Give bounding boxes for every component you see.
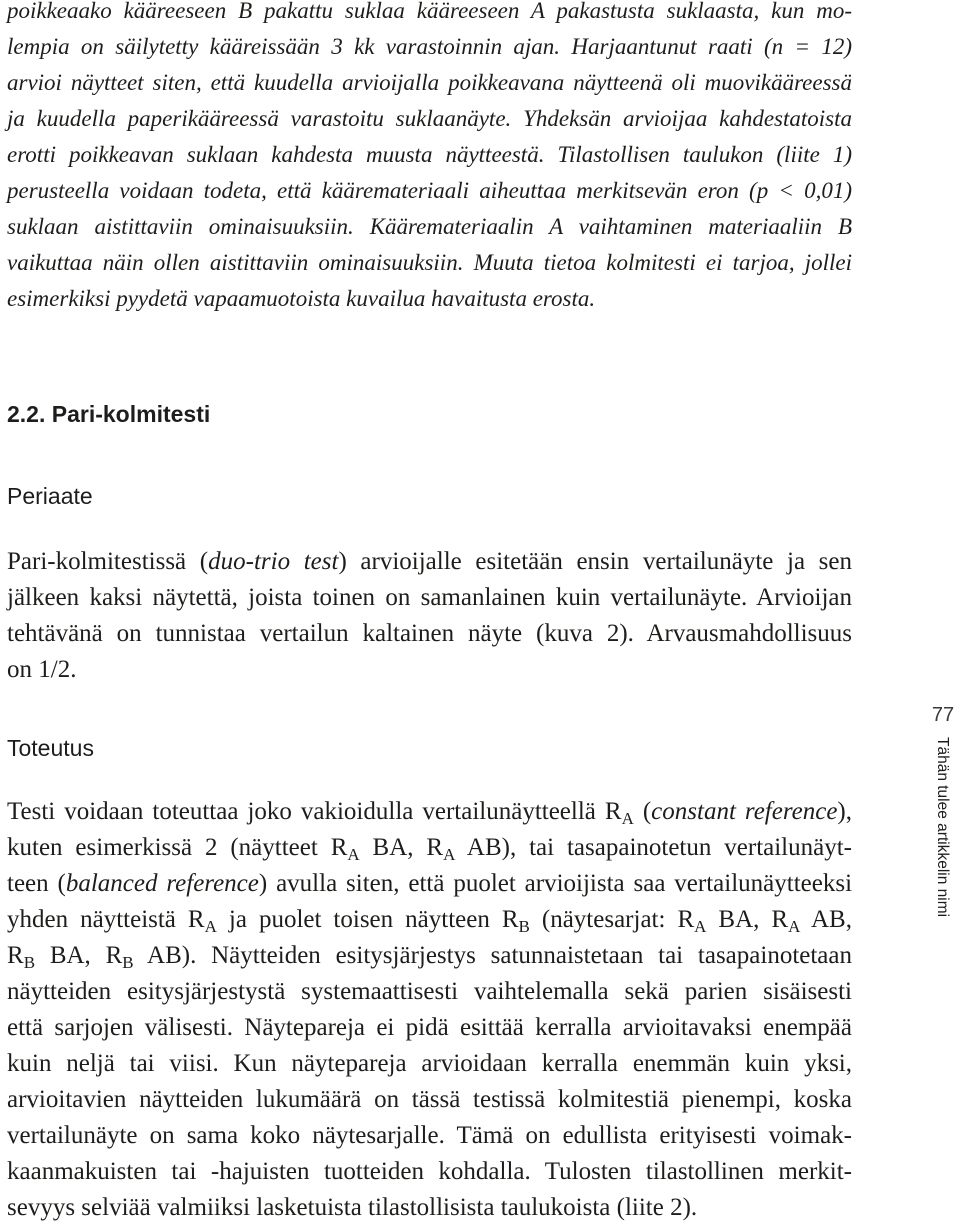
text-line: vertailunäyte on sama koko näytesarjalle. Tämä on edullista erityisesti voimak-: [7, 1122, 852, 1149]
text-line: [7, 544, 852, 580]
text-run: BA, R: [35, 942, 123, 969]
text-line: esimerkiksi pyydetä vapaamuotoista kuvailua havaitusta erosta.: [7, 286, 596, 311]
text-run: ),: [837, 798, 852, 825]
text-line: suklaan aistittaviin ominaisuuksiin. Kääremateriaalin A vaihtaminen materiaaliin B: [7, 214, 852, 239]
text-run: Testi voidaan toteuttaa joko vakioidulla vertailunäytteellä R: [7, 798, 622, 825]
text-line: tehtävänä on tunnistaa vertailun kaltainen näyte (kuva 2). Arvausmahdollisuus: [7, 620, 852, 647]
page-number: 77: [931, 704, 955, 726]
italic-term: constant reference: [651, 798, 838, 825]
implementation-paragraph: [7, 794, 852, 1226]
text-line: näytteiden esitysjärjestystä systemaattisesti vaihtelemalla sekä parien sisäisesti: [7, 978, 852, 1005]
text-line: [7, 794, 852, 830]
subscript: A: [788, 917, 801, 937]
text-line: lempia on säilytetty kääreissään 3 kk varastoinnin ajan. Harjaantunut raati (n = 12): [7, 34, 852, 59]
subscript: B: [23, 953, 36, 973]
text-line: sevyys selviää valmiiksi lasketuista tilastollisista taulukoista (liite 2).: [7, 1194, 698, 1221]
text-run: AB,: [800, 906, 852, 933]
text-run: teen (: [7, 870, 66, 897]
running-title: Tähän tulee artikkelin nimi: [934, 737, 951, 918]
text-run: BA, R: [706, 906, 789, 933]
text-run: AB), tai tasapainotetun vertailunäyt-: [455, 834, 852, 861]
subheading-principle: Periaate: [7, 483, 93, 509]
text-line: että sarjojen välisesti. Näytepareja ei pidä esittää kerralla arvioitavaksi enempää: [7, 1014, 852, 1041]
text-run: ja puolet toisen näytteen R: [216, 906, 519, 933]
text-line: vaikuttaa näin ollen aistittaviin ominaisuuksiin. Muuta tietoa kolmitesti ei tarjoa, jollei: [7, 250, 852, 275]
subheading-implementation: Toteutus: [7, 735, 94, 761]
text-run: (näytesarjat: R: [529, 906, 695, 933]
text-line: kuin neljä tai viisi. Kun näytepareja arvioidaan kerralla enemmän kuin yksi,: [7, 1050, 852, 1077]
text-line: [7, 866, 852, 902]
text-run: Pari-kolmitestissä (: [7, 548, 209, 575]
text-line: [7, 830, 852, 866]
text-line: on 1/2.: [7, 656, 77, 683]
text-run: yhden näytteistä R: [7, 906, 205, 933]
text-run: R: [7, 942, 24, 969]
text-line: poikkeaako kääreeseen B pakattu suklaa kääreeseen A pakastusta suklaasta, kun mo-: [7, 0, 852, 23]
italic-term: duo-trio test: [208, 548, 339, 575]
text-line: ja kuudella paperikääreessä varastoitu suklaanäyte. Yhdeksän arvioijaa kahdestatoista: [7, 106, 852, 131]
text-line: arvioitavien näytteiden lukumäärä on tässä testissä kolmitestiä pienempi, koska: [7, 1086, 852, 1113]
subscript: B: [122, 953, 134, 973]
subscript: A: [443, 845, 456, 865]
subscript: A: [694, 917, 707, 937]
principle-paragraph: [7, 544, 852, 688]
subscript: A: [621, 809, 634, 829]
italic-term: balanced reference: [65, 870, 259, 897]
text-run: AB). Näytteiden esitysjärjestys satunnaistetaan tai tasapainotetaan: [133, 942, 852, 969]
text-line: kaanmakuisten tai -hajuisten tuotteiden kohdalla. Tulosten tilastollinen merkit-: [7, 1158, 852, 1185]
text-line: jälkeen kaksi näytettä, joista toinen on samanlainen kuin vertailunäyte. Arvioijan: [7, 584, 852, 611]
text-run: kuten esimerkissä 2 (näytteet R: [7, 834, 348, 861]
text-line: perusteella voidaan todeta, että kääremateriaali aiheuttaa merkitsevän eron (p < 0,01): [7, 178, 852, 203]
text-line: erotti poikkeavan suklaan kahdesta muusta näytteestä. Tilastollisen taulukon (liite 1): [7, 142, 852, 167]
text-run: ) avulla siten, että puolet arvioijista saa vertailunäytteeksi: [258, 870, 853, 897]
text-line: [7, 938, 852, 974]
text-run: ) arvioijalle esitetään ensin vertailunäyte ja sen: [338, 548, 852, 575]
subscript: A: [204, 917, 217, 937]
section-heading: 2.2. Pari-kolmitesti: [7, 401, 211, 427]
text-line: [7, 902, 852, 938]
intro-paragraph: [7, 0, 852, 317]
text-run: (: [633, 798, 652, 825]
subscript: A: [347, 845, 360, 865]
subscript: B: [518, 917, 530, 937]
text-line: arvioi näytteet siten, että kuudella arvioijalla poikkeavana näytteenä oli muovikääreessä: [7, 70, 852, 95]
text-run: BA, R: [359, 834, 444, 861]
